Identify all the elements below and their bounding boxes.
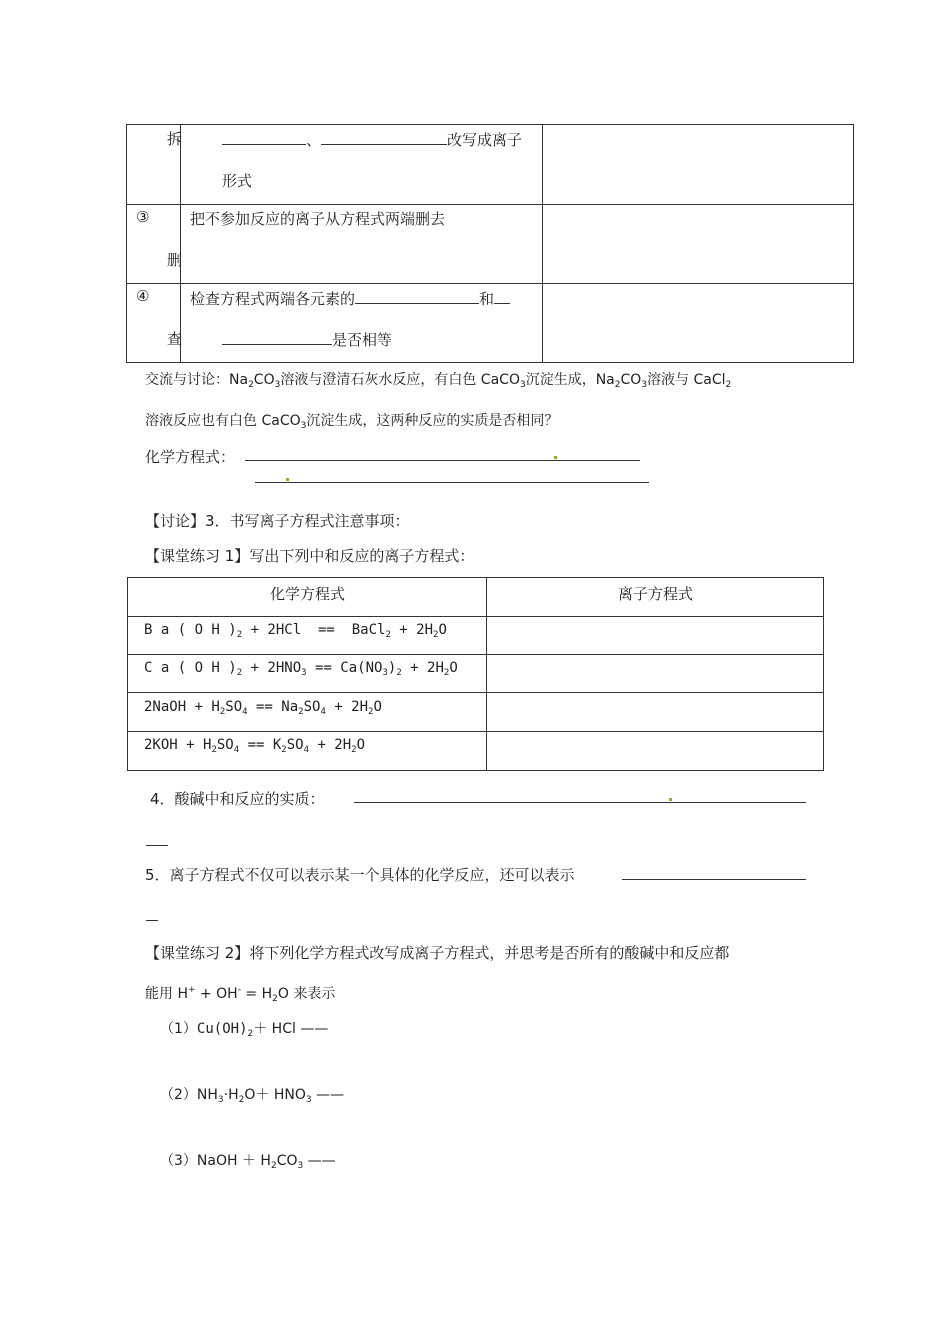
step-cha-line2 [222,328,392,350]
step-cha-number: ④ [136,287,150,305]
column-header-chemical-equation: 化学方程式 [270,585,346,603]
answer-blank[interactable] [622,879,806,880]
exercise-2-heading: 【课堂练习 2】将下列化学方程式改写成离子方程式，并思考是否所有的酸碱中和反应都 [145,944,730,962]
exercise-2-item-3: （3）NaOH ＋ $H_2CO_3$ —— [160,1153,336,1171]
marker-dot [669,798,672,801]
table-row: B a ( O H )$_2 + 2HCl$ == BaCl$_2$ + $2H_2O$ [144,622,447,640]
exercise-2-item-1: $(1)Cu(OH)_2+$ HCl —— [160,1021,329,1039]
step-cha-and: 和 [479,289,495,308]
discussion-line-1: 交流与讨论：$Na_2CO_3$溶液与澄清石灰水反应，有白色 CaCO$_3$沉淀生成，$Na_2CO_3$溶液与 CaCl$_2$ [145,372,732,390]
step-cha-text [190,287,510,309]
blank[interactable] [222,328,332,345]
column-header-ionic-equation: 离子方程式 [618,585,694,603]
step-cha-after: 是否相等 [332,330,393,349]
step-cha-before: 检查方程式两端各元素的 [190,289,356,308]
step-chai-label: 拆 [167,130,183,148]
question-4: 4．酸碱中和反应的实质： [150,790,325,808]
separator: 、 [306,130,322,149]
step-chai-line2: 形式 [222,172,253,190]
exercise-2-item-2: $(2)NH_3\cdot H_2O+ HNO_3$ —— [160,1087,345,1105]
step-cha-label: 查 [167,330,183,348]
equation-blank-2[interactable] [255,482,649,483]
topic-3: 【讨论】3．书写离子方程式注意事项： [145,512,410,530]
discussion-line-2: 溶液反应也有白色 CaCO$_3$沉淀生成，这两种反应的实质是否相同？ [145,413,559,431]
step-chai-text [222,128,522,150]
step-chai-after: 改写成离子 [447,130,523,149]
table-row: $2KOH + H_2SO_4 == K_2SO_4 + 2H_2O$ [144,737,366,755]
marker-dot [554,456,557,459]
step-shan-text: 把不参加反应的离子从方程式两端删去 [190,210,446,228]
blank[interactable] [222,128,306,145]
answer-blank[interactable] [146,845,168,846]
table-row: 2NaOH + $H_2SO_4 == Na_2SO_4 + 2H_2O$ [144,699,382,717]
blank[interactable] [494,287,510,304]
marker-dot [286,478,289,481]
table-row: C a ( O H )$_2 + 2HNO_3 == Ca(NO_3)_2 + 2H_2O$ [144,660,458,678]
question-5: 5．离子方程式不仅可以表示某一个具体的化学反应，还可以表示 [145,866,575,884]
step-shan-number: ③ [136,208,150,226]
exercise-2-line-2: 能用 $H^+ + OH^- = H_2O$ 来表示 [145,985,336,1004]
blank[interactable] [355,287,479,304]
equation-label: 化学方程式： [145,448,236,466]
answer-blank[interactable] [146,920,158,921]
blank[interactable] [321,128,447,145]
answer-blank[interactable] [354,802,806,803]
step-shan-label: 删 [167,251,183,269]
exercise-1-heading: 【课堂练习 1】写出下列中和反应的离子方程式： [145,547,475,565]
equation-blank-1[interactable] [245,460,640,461]
